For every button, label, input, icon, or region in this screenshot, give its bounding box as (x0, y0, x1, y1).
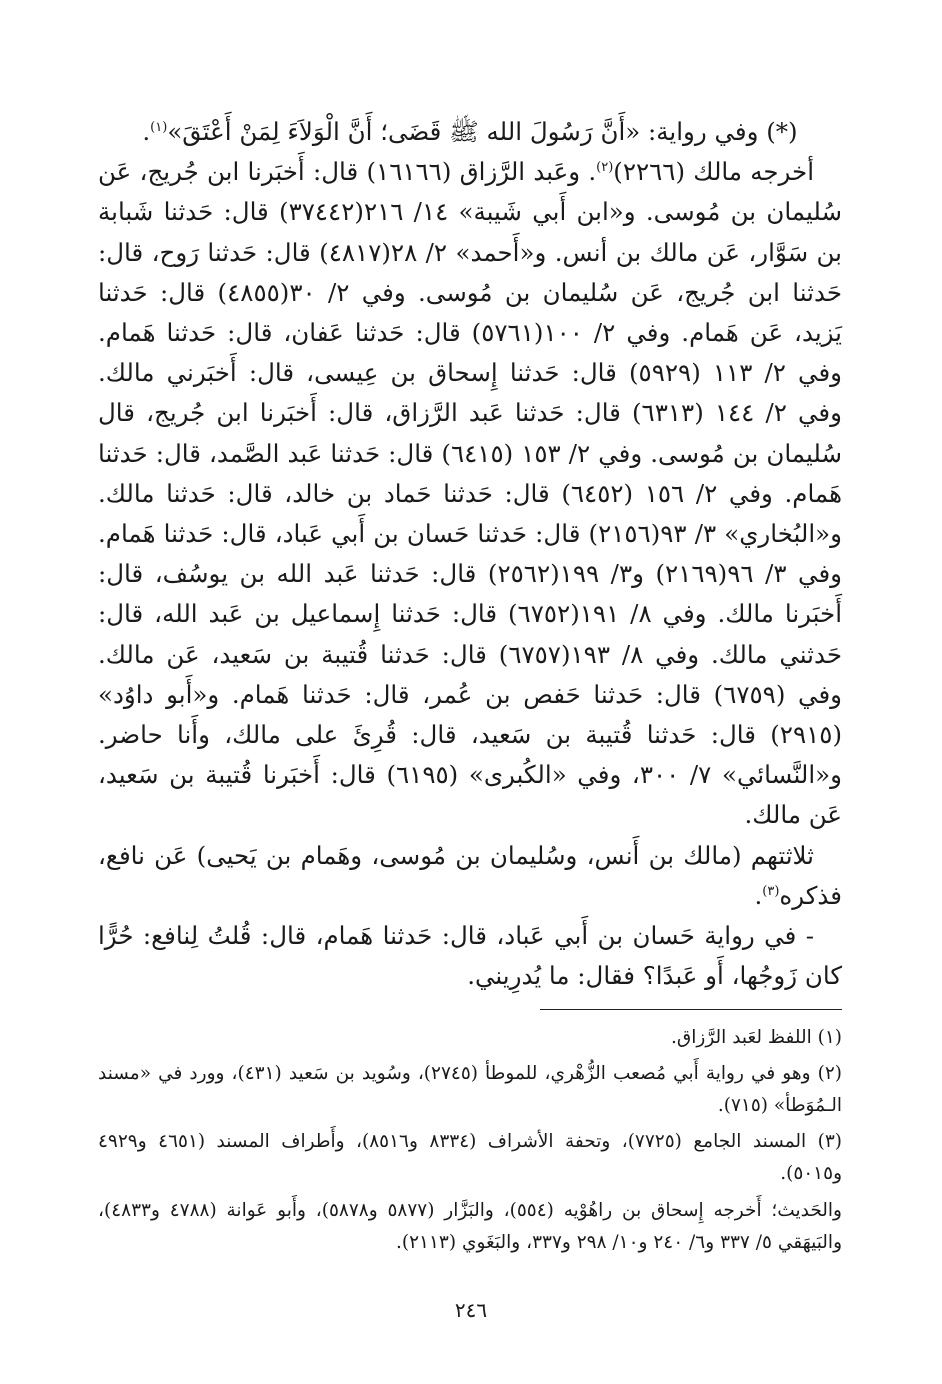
chain-summary-end: . (754, 880, 763, 910)
takhrij-body: . وعَبد الرَّزاق (١٦١٦٦) قال: أَخبَرنا ابن جُريج، عَن سُليمان بن مُوسى. و«ابن أَبي شَيبة» ١٤/ ٢١٦(٣٧٤٤٢) قال: حَدثنا شَبابة بن سَوَّار، عَن مالك بن أنس. و«أَحمد» ٢/ ٢٨(٤٨١٧) قال: حَدثنا رَوح، قال: حَدثنا ابن جُريج، عَن سُليمان بن مُوسى. وفي ٢/ ٣٠(٤٨٥٥) قال: حَدثنا يَزيد، عَن هَمام. وفي ٢/ ١٠٠(٥٧٦١) قال: حَدثنا عَفان، قال: حَدثنا هَمام. وفي ٢/ ١١٣ (٥٩٢٩) قال: حَدثنا إِسحاق بن عِيسى، قال: أَخبَرني مالك. وفي ٢/ ١٤٤ (٦٣١٣) قال: حَدثنا عَبد الرَّزاق، قال: أَخبَرنا ابن جُريج، قال سُليمان بن مُوسى. وفي ٢/ ١٥٣ (٦٤١٥) قال: حَدثنا عَبد الصَّمد، قال: حَدثنا هَمام. وفي ٢/ ١٥٦ (٦٤٥٢) قال: حَدثنا حَماد بن خالد، قال: حَدثنا مالك. و«البُخاري» ٣/ ٩٣(٢١٥٦) قال: حَدثنا حَسان بن أَبي عَباد، قال: حَدثنا هَمام. وفي ٣/ ٩٦(٢١٦٩) و٣/ ١٩٩(٢٥٦٢) قال: حَدثنا عَبد الله بن يوسُف، قال: أَخبَرنا مالك. وفي ٨/ ١٩١(٦٧٥٢) قال: حَدثنا إِسماعيل بن عَبد الله، قال: حَدثني مالك. وفي ٨/ ١٩٣(٦٧٥٧) قال: حَدثنا قُتيبة بن سَعيد، عَن مالك. وفي (٦٧٥٩) قال: حَدثنا حَفص بن عُمر، قال: حَدثنا هَمام. و«أَبو داوُد» (٢٩١٥) قال: حَدثنا قُتيبة بن سَعيد، قال: قُرِئَ على مالك، وأَنا حاضر. و«النَّسائي» ٧/ ٣٠٠، وفي «الكُبرى» (٦١٩٥) قال: أَخبَرنا قُتيبة بن سَعيد، عَن مالك. (98, 157, 843, 830)
narration-text: (*) وفي رواية: «أَنَّ رَسُولَ الله ﷺ قَضَى؛ أَنَّ الْوَلاَءَ لِمَنْ أَعْتَقَ» (167, 117, 798, 146)
footnote-divider (540, 1009, 842, 1010)
narration-end: . (142, 117, 151, 146)
footnote-ref-1: (١) (150, 120, 168, 135)
footnote-ref-3: (٣) (762, 883, 780, 899)
main-text (98, 112, 842, 996)
footnote-ref-2: (٢) (596, 160, 614, 176)
takhrij-start: أخرجه مالك (٢٢٦٦) (613, 157, 815, 187)
chain-summary-text: ثلاثتهم (مالك بن أَنس، وسُليمان بن مُوسى، وهَمام بن يَحيى) عَن نافع، فذكره (98, 840, 842, 910)
hadith-variant-narration (98, 112, 842, 152)
variant-note-paragraph: - في رواية حَسان بن أَبي عَباد، قال: حَدثنا هَمام، قال: قُلتُ لِنافع: حُرًّا كان زَوجُها، أَو عَبدًا؟ فقال: ما يُدرِيني. (98, 921, 842, 991)
footnotes-section (98, 1022, 842, 1263)
chain-summary-paragraph (98, 836, 842, 916)
footnote-3-continuation: والحَديث؛ أَخرجه إِسحاق بن راهُوْيه (٥٥٤)، والبَزَّار (٥٨٧٧ و٥٨٧٨)، وأَبو عَوانة (٤٧٨٨ و٤٨٣٣)، والبَيهَقي ٥/ ٣٣٧ و٦/ ٢٤٠ و١٠/ ٢٩٨ و٣٣٧، والبَغَوي (٢١١٣). (98, 1199, 842, 1253)
footnote-3: (٣) المسند الجامع (٧٧٢٥)، وتحفة الأشراف (٨٣٣٤ و٨٥١٦)، وأَطراف المسند (٤٦٥١ و٤٩٢٩ و٥٠١٥). (98, 1130, 842, 1184)
footnote-2: (٢) وهو في رواية أَبي مُصعب الزُّهْري، للموطأ (٢٧٤٥)، وسُويد بن سَعيد (٤٣١)، وورد في «مسند الـمُوَطأ» (٧١٥). (98, 1062, 842, 1116)
page-number: ٢٤٦ (454, 1298, 488, 1322)
takhrij-paragraph (98, 152, 842, 835)
footnote-1: (١) اللفظ لعَبد الرَّزاق. (671, 1027, 842, 1048)
